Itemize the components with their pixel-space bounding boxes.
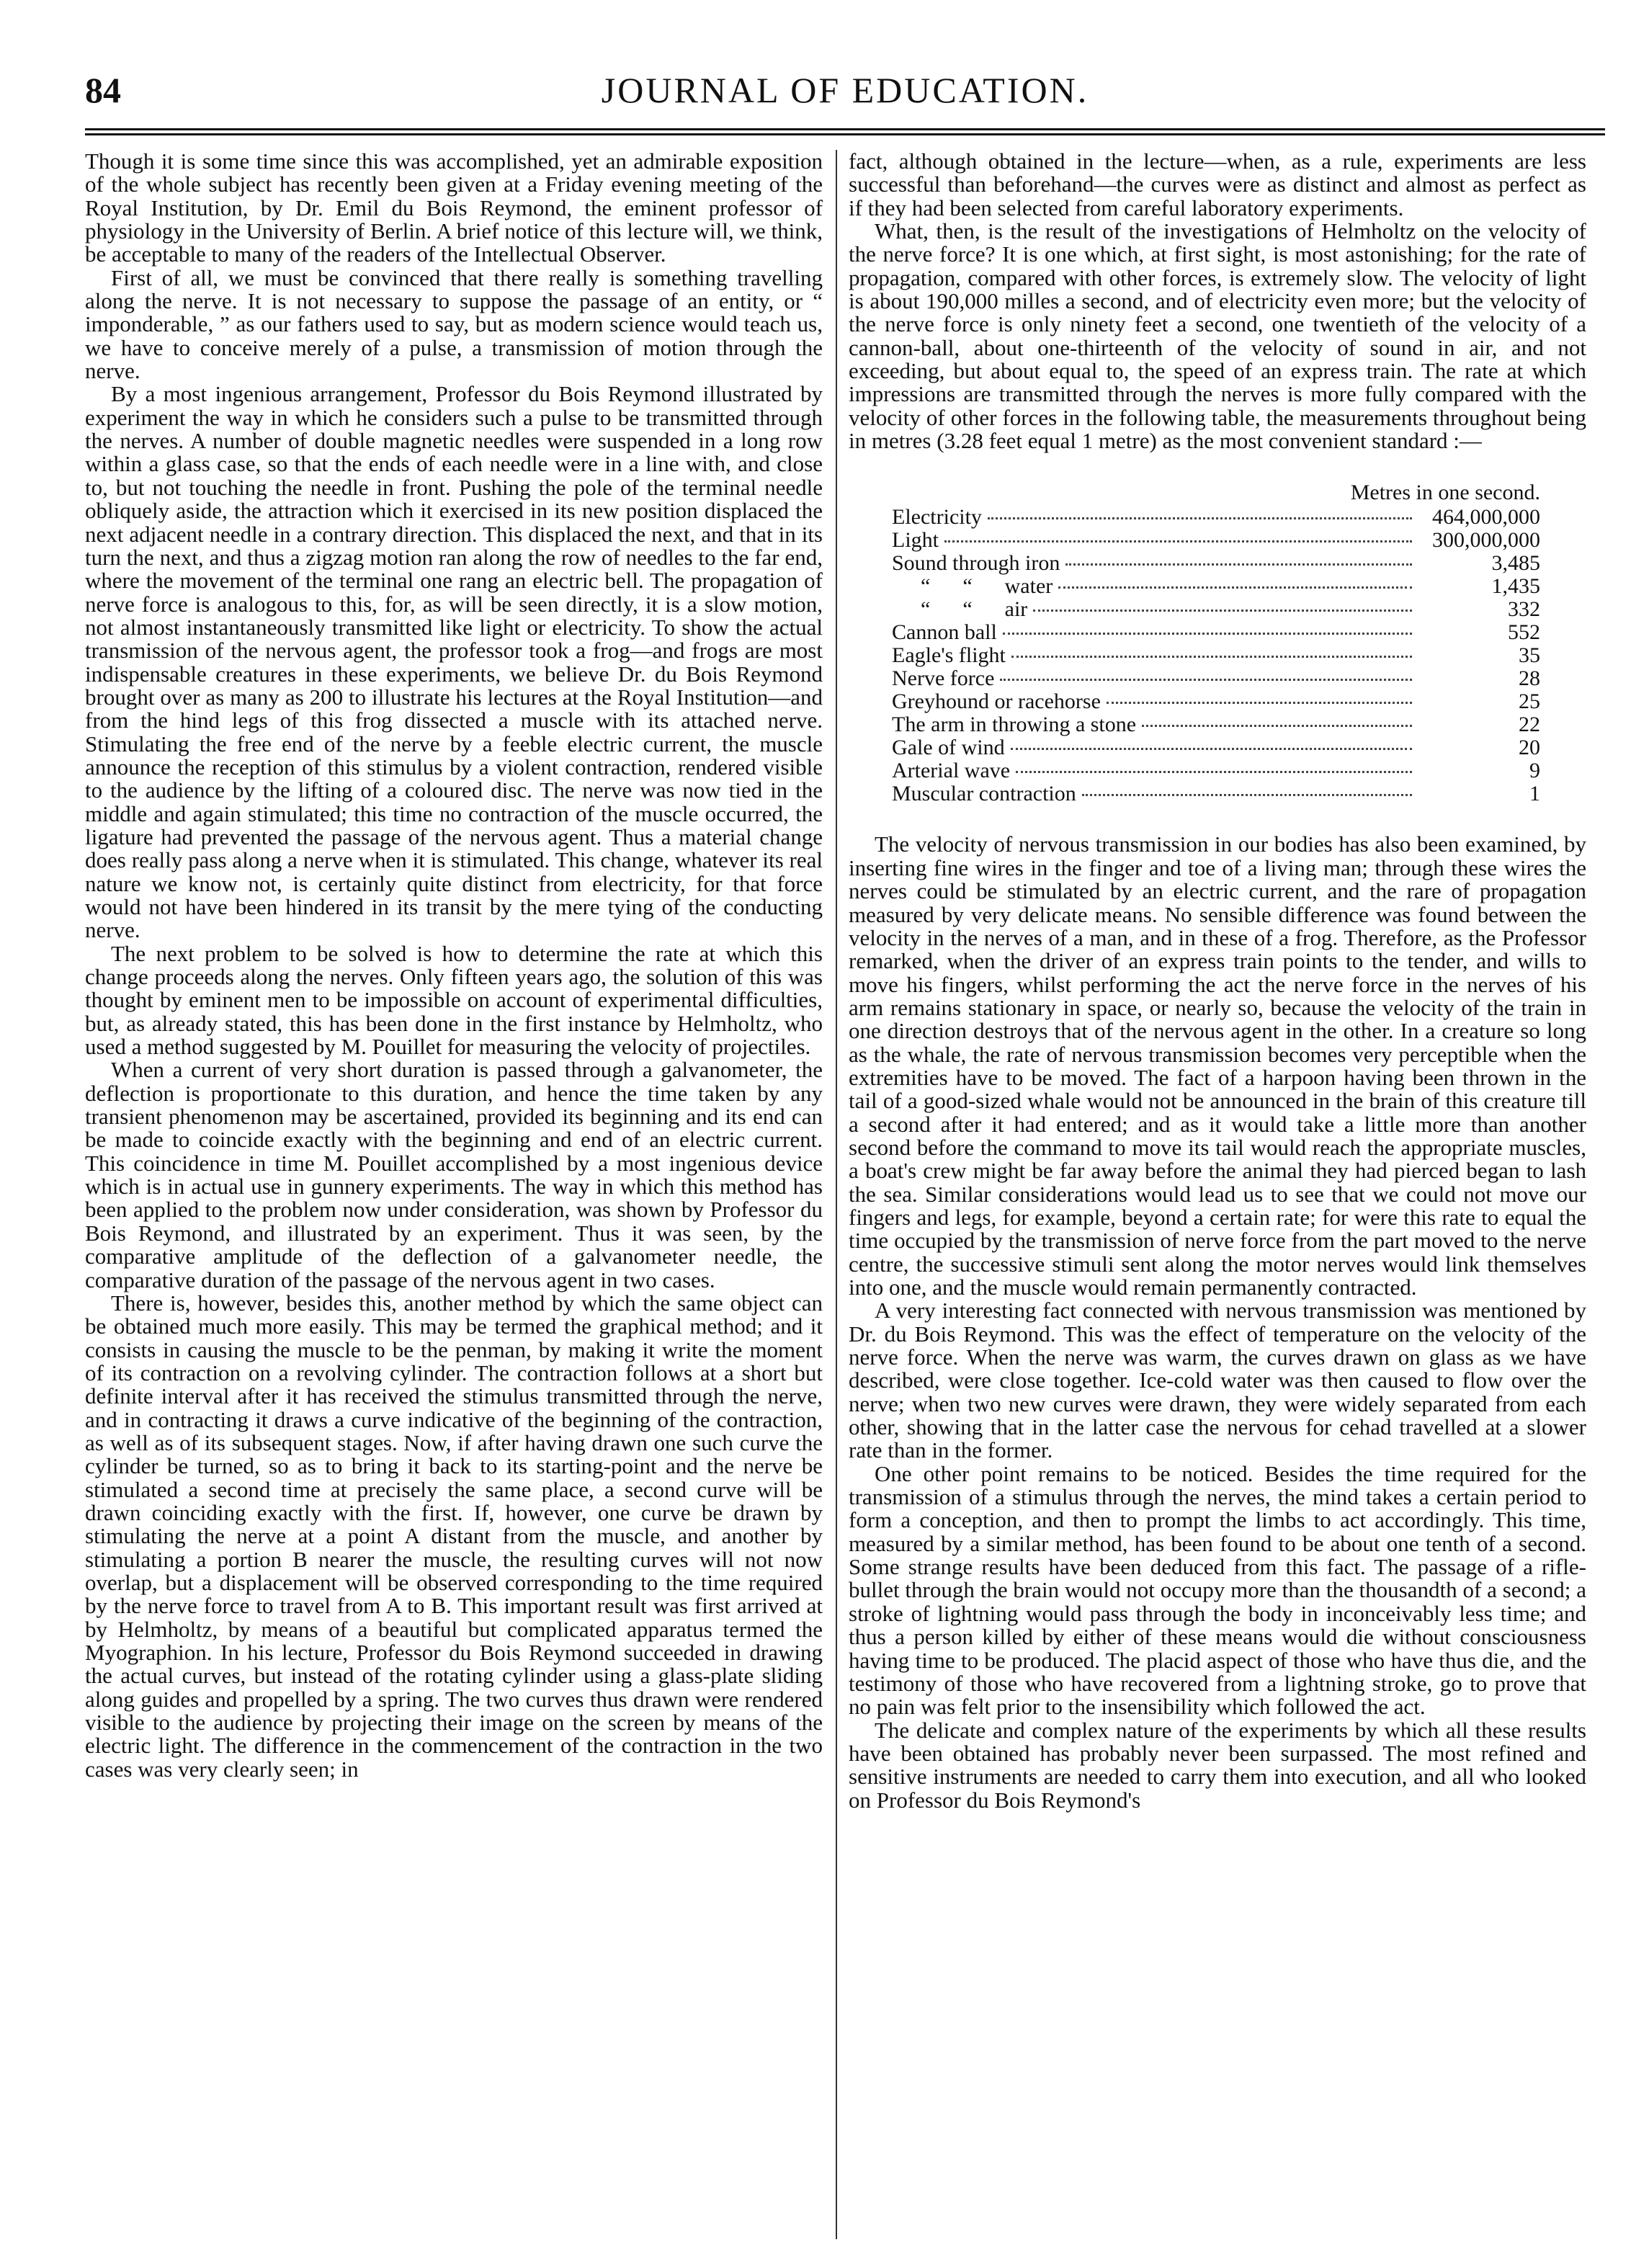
row-label: Cannon ball	[892, 620, 997, 645]
table-row	[892, 759, 1540, 782]
paragraph: What, then, is the result of the investigations of Helmholtz on the velocity of the nerve force? It is one which, at first sight, is most astonishing; for the rate of propagation, compared with other forces, is extremely slow. The velocity of light is about 190,000 milles a second, and of electricity even more; but the velocity of the nerve force is only ninety feet a second, one twentieth of the velocity of a cannon-ball, about one-thirteenth of the velocity of sound in air, and not exceeding, but about equal to, the speed of an express train. The rate at which impressions are transmitted through the nerves is more fully compared with the velocity of other forces in the following table, the measurements throughout being in metres (3.28 feet equal 1 metre) as the most convenient standard :—	[849, 218, 1586, 454]
row-value: 332	[1508, 597, 1540, 622]
velocity-table	[892, 481, 1540, 805]
row-label: Electricity	[892, 505, 982, 530]
paragraph: There is, however, besides this, another method by which the same object can be obtained much more easily. This may be termed the graphical method; and it consists in causing the muscle to be the penman, by making it write the moment of its contraction on a revolving cylinder. The contraction follows at a short but definite interval after it has received the stimulus transmitted through the nerve, and in contracting it draws a curve indicative of the beginning of the contraction, as well as of its subsequent stages. Now, if after having drawn one such curve the cylinder be turned, so as to bring it back to its starting-point and the nerve be stimulated a second time at precisely the same place, a second curve will be drawn coinciding exactly with the first. If, however, one curve be drawn by stimulating the nerve at a point A distant from the muscle, and another by stimulating a portion B nearer the muscle, the resulting curves will not now overlap, but a displacement will be observed corresponding to the time required by the nerve force to travel from A to B. This important result was first arrived at by Helmholtz, by means of a beautiful but complicated apparatus termed the Myographion. In his lecture, Professor du Bois Reymond succeeded in drawing the actual curves, but instead of the rotating cylinder using a glass-plate sliding along guides and propelled by a spring. The two curves thus drawn were rendered visible to the audience by projecting their image on the screen by means of the electric light. The difference in the commencement of the contraction in the two cases was very clearly seen; in	[85, 1290, 823, 1782]
paragraph: When a current of very short duration is passed through a galvanometer, the deflection is proportionate to this duration, and hence the time taken by any transient phenomenon may be ascertained, provided its beginning and its end can be made to coincide exactly with the beginning and end of an electric current. This coincidence in time M. Pouillet accomplished by a most ingenious device which is in actual use in gunnery experiments. The way in which this method has been applied to the problem now under consideration, was shown by Professor du Bois Reymond, and illustrated by an experiment. Thus it was seen, by the comparative amplitude of the deflection of a galvanometer needle, the comparative duration of the passage of the nervous agent in two cases.	[85, 1057, 823, 1293]
row-label: “ “ air	[921, 597, 1028, 622]
row-label: Muscular contraction	[892, 782, 1076, 806]
table-row	[892, 598, 1540, 621]
paragraph: One other point remains to be noticed. Besides the time required for the transmission of a stimulus through the nerves, the mind takes a certain period to form a conception, and then to prompt the limbs to act accordingly. This time, measured by a similar method, has been found to be about one tenth of a second. Some strange results have been deduced from this fact. The passage of a rifle-bullet through the brain would not occupy more than the thousandth of a second; a stroke of lightning would pass through the body in inconceivably less time; and thus a person killed by either of these means would die without consciousness having time to be produced. The placid aspect of those who have thus die, and the testimony of those who have recovered from a lightning stroke, go to prove that no pain was felt prior to the insensibility which followed the act.	[849, 1460, 1586, 1720]
table-row	[892, 644, 1540, 667]
running-title: JOURNAL OF EDUCATION.	[601, 70, 1089, 110]
table-row	[892, 667, 1540, 690]
paragraph: The delicate and complex nature of the experiments by which all these results have been obtained has probably never been surpassed. The most refined and sensitive instruments are needed to carry them into execution, and all who looked on Professor du Bois Reymond's	[849, 1717, 1586, 1813]
row-value: 464,000,000	[1432, 505, 1540, 530]
leader-dots	[1011, 656, 1412, 658]
paragraph: A very interesting fact connected with nervous transmission was mentioned by Dr. du Bois Reymond. This was the effect of temperature on the velocity of the nerve force. When the nerve was warm, the curves drawn on glass as we have described, were close together. Ice-cold water was then caused to flow over the nerve; when two new curves were drawn, they were widely separated from each other, showing that in the latter case the nervous for cehad travelled at a slower rate than in the former.	[849, 1298, 1586, 1463]
leader-dots	[1065, 563, 1412, 566]
leader-dots	[988, 517, 1412, 519]
column-divider	[836, 150, 837, 2239]
table-header: Metres in one second.	[1350, 481, 1540, 505]
row-value: 9	[1529, 759, 1540, 783]
leader-dots	[1011, 748, 1412, 750]
row-label: Eagle's flight	[892, 643, 1006, 668]
table-row	[892, 575, 1540, 598]
table-row	[892, 782, 1540, 805]
row-value: 22	[1519, 713, 1540, 737]
row-value: 35	[1519, 643, 1540, 668]
row-label: Nerve force	[892, 666, 995, 691]
paragraph: By a most ingenious arrangement, Professor du Bois Reymond illustrated by experiment the way in which he considers such a pulse to be transmitted through the nerves. A number of double magnetic needles were suspended in a long row within a glass case, so that the ends of each needle were in a line with, and close to, but not touching the needle in front. Pushing the pole of the terminal needle obliquely aside, the attraction which it exercised in its new position displaced the next adjacent needle in a contrary direction. This displaced the next, and that in its turn the next, and thus a zigzag motion ran along the row of needles to the far end, where the movement of the terminal one rang an electric bell. The propagation of nerve force is analogous to this, for, as will be seen directly, it is a slow motion, not almost instantaneously transmitted like light or electricity. To show the actual transmission of the nervous agent, the professor took a frog—and frogs are most indispensable creatures in these experiments, we believe Dr. du Bois Reymond brought over as many as 200 to illustrate his lectures at the Royal Institution—and from the hind legs of this frog dissected a muscle with its attached nerve. Stimulating the free end of the nerve by a feeble electric current, the muscle announce the reception of this stimulus by a violent contraction, rendered visible to the audience by the lifting of a coloured disc. The nerve was now tied in the middle and again stimulated; this time no contraction of the muscle occurred, the ligature had prevented the passage of the nervous agent. Thus a material change does really pass along a nerve when it is stimulated. This change, whatever its real nature we know not, is certainly quite distinct from electricity, for that force would not have been hindered in its transit by the mere tying of the conducting nerve.	[85, 381, 823, 943]
header-rule	[85, 128, 1605, 135]
row-value: 300,000,000	[1432, 528, 1540, 553]
leader-dots	[1016, 771, 1412, 773]
row-label: Sound through iron	[892, 551, 1060, 576]
table-row	[892, 713, 1540, 736]
table-row	[892, 506, 1540, 529]
row-value: 28	[1519, 666, 1540, 691]
page-header	[85, 69, 1605, 120]
row-value: 1,435	[1491, 574, 1540, 599]
table-row	[892, 529, 1540, 552]
paragraph: The velocity of nervous transmission in our bodies has also been examined, by inserting fine wires in the finger and toe of a living man; through these wires the nerves could be stimulated by an electric current, and the rare of propagation measured by very delicate means. No sensible difference was found between the velocity in the nerves of a man, and in these of a frog. Therefore, as the Professor remarked, when the driver of an express train points to the tender, and wills to move his fingers, whilst performing the act the nerve force in the nerves of his arm remains stationary in space, or nearly so, because the velocity of the train in one direction destroys that of the nervous agent in the other. In a creature so long as the whale, the rate of nervous transmission becomes very perceptible when the extremities have to be moved. The fact of a harpoon having been thrown in the tail of a good-sized whale would not be announced in the brain of this creature till a second after it had entered; and as it would take a little more than another second before the command to move its tail would reach the appropriate muscles, a boat's crew might be far away before the animal they had pierced began to lash the sea. Similar considerations would lead us to see that we could not move our fingers and legs, for example, beyond a certain rate; for were this rate to equal the time occupied by the transmission of nerve force from the part moved to the nerve centre, the successive stimuli sent along the motor nerves would link themselves into one, and the muscle would remain permanently contracted.	[849, 831, 1586, 1300]
leader-dots	[1058, 586, 1412, 589]
table-row	[892, 736, 1540, 759]
row-label: Arterial wave	[892, 759, 1011, 783]
table-row	[892, 552, 1540, 575]
leader-dots	[1142, 725, 1412, 727]
leader-dots	[1000, 679, 1412, 681]
row-value: 25	[1519, 689, 1540, 714]
row-value: 20	[1519, 736, 1540, 760]
leader-dots	[1003, 633, 1412, 635]
row-label: Greyhound or racehorse	[892, 689, 1101, 714]
row-label: “ “ water	[921, 574, 1053, 599]
leader-dots	[1107, 702, 1412, 704]
row-label: Light	[892, 528, 939, 553]
table-row	[892, 690, 1540, 713]
right-column	[849, 150, 1586, 1812]
row-value: 1	[1529, 782, 1540, 806]
left-column	[85, 150, 823, 1781]
leader-dots	[1082, 794, 1412, 796]
paragraph: fact, although obtained in the lecture—when, as a rule, experiments are less successful than beforehand—the curves were as distinct and almost as perfect as if they had been selected from careful laboratory experiments.	[849, 148, 1586, 220]
row-value: 3,485	[1491, 551, 1540, 576]
leader-dots	[944, 540, 1412, 543]
table-row	[892, 621, 1540, 644]
row-label: Gale of wind	[892, 736, 1005, 760]
paragraph: The next problem to be solved is how to determine the rate at which this change proceeds along the nerves. Only fifteen years ago, the solution of this was thought by eminent men to be impossible on account of experimental difficulties, but, as already stated, this has been done in the first instance by Helmholtz, who used a method suggested by M. Pouillet for measuring the velocity of projectiles.	[85, 940, 823, 1060]
paragraph: First of all, we must be convinced that there really is something travelling along the nerve. It is not necessary to suppose the passage of an entity, or “ imponderable, ” as our fathers used to say, but as modern science would teach us, we have to conceive merely of a pulse, a transmission of motion through the nerve.	[85, 264, 823, 384]
row-value: 552	[1508, 620, 1540, 645]
page-number: 84	[85, 70, 121, 110]
leader-dots	[1033, 610, 1412, 612]
row-label: The arm in throwing a stone	[892, 713, 1137, 737]
paragraph: Though it is some time since this was accomplished, yet an admirable exposition of the whole subject has recently been given at a Friday evening meeting of the Royal Institution, by Dr. Emil du Bois Reymond, the eminent professor of physiology in the University of Berlin. A brief notice of this lecture will, we think, be acceptable to many of the readers of the Intellectual Observer.	[85, 148, 823, 267]
